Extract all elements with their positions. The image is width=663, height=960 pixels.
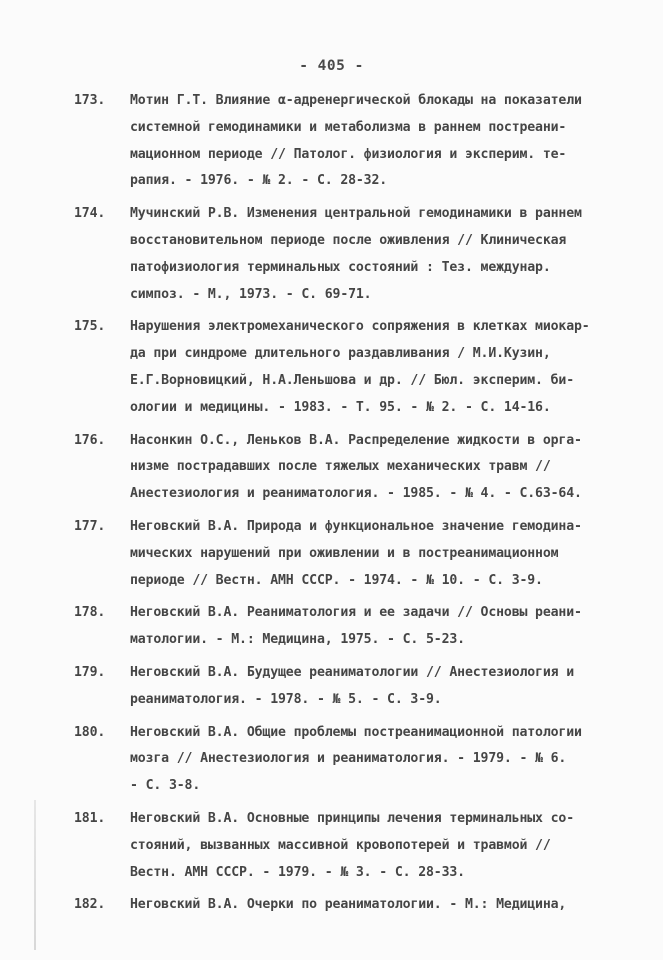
entry-text-line: восстановительном периоде после оживления // Клиническая	[130, 232, 567, 248]
scan-edge-shadow	[34, 800, 36, 950]
entry-text-line: реаниматология. - 1978. - № 5. - С. 3-9.	[130, 691, 442, 707]
bibliography-list	[74, 88, 634, 919]
entry-number: 181.	[74, 810, 106, 826]
entry-text-line: Вестн. АМН СССР. - 1979. - № 3. - С. 28-33.	[130, 864, 465, 880]
entry-number: 176.	[74, 432, 106, 448]
bibliography-entry	[74, 428, 634, 508]
entry-text-line: Насонкин О.С., Леньков В.А. Распределение жидкости в орга-	[130, 432, 582, 448]
entry-text-line: Мотин Г.Т. Влияние α-адренергической блокады на показатели	[130, 93, 582, 108]
entry-text-line: Неговский В.А. Реаниматология и ее задачи // Основы реани-	[130, 605, 582, 621]
entry-text-line: матологии. - М.: Медицина, 1975. - С. 5-23.	[130, 632, 465, 648]
entry-text-line: Анестезиология и реаниматология. - 1985. - № 4. - С.63-64.	[130, 486, 582, 502]
entry-text-line: периоде // Вестн. АМН СССР. - 1974. - № 10. - С. 3-9.	[130, 572, 543, 588]
bibliography-entry	[74, 892, 634, 919]
entry-number: 173.	[74, 93, 106, 108]
entry-text-line: Неговский В.А. Очерки по реаниматологии. - М.: Медицина,	[130, 897, 567, 913]
bibliography-entry	[74, 600, 634, 654]
entry-text-line: рапия. - 1976. - № 2. - С. 28-32.	[130, 173, 388, 189]
entry-text-line: ологии и медицины. - 1983. - Т. 95. - № 2. - С. 14-16.	[130, 399, 551, 415]
entry-text-line: да при синдроме длительного раздавливания / М.И.Кузин,	[130, 346, 551, 362]
entry-text-line: симпоз. - М., 1973. - С. 69-71.	[130, 286, 372, 302]
entry-number: 180.	[74, 724, 106, 740]
entry-text-line: Нарушения электромеханического сопряжения в клетках миокар-	[130, 319, 590, 335]
entry-text-line: мических нарушений при оживлении и в постреанимационном	[130, 545, 559, 561]
entry-text-line: мозга // Анестезиология и реаниматология. - 1979. - № 6.	[130, 751, 567, 767]
bibliography-entry	[74, 314, 634, 421]
entry-text-line: системной гемодинамики и метаболизма в раннем постреани-	[130, 119, 567, 135]
entry-number: 175.	[74, 319, 106, 335]
entry-text-line: стояний, вызванных массивной кровопотерей и травмой //	[130, 837, 551, 853]
entry-text-line: Неговский В.А. Будущее реаниматологии // Анестезиология и	[130, 664, 575, 680]
entry-number: 182.	[74, 897, 106, 913]
bibliography-entry	[74, 514, 634, 594]
bibliography-entry	[74, 806, 634, 886]
entry-text-line: - С. 3-8.	[130, 778, 201, 794]
bibliography-entry	[74, 88, 634, 195]
entry-text-line: Неговский В.А. Природа и функциональное значение гемодина-	[130, 518, 582, 534]
entry-text-line: Е.Г.Ворновицкий, Н.А.Леньшова и др. // Бюл. эксперим. би-	[130, 372, 575, 388]
entry-text-line: низме пострадавших после тяжелых механических травм //	[130, 459, 551, 475]
entry-number: 178.	[74, 605, 106, 621]
bibliography-entry	[74, 201, 634, 308]
entry-text-line: Неговский В.А. Общие проблемы постреанимационной патологии	[130, 724, 582, 740]
entry-number: 179.	[74, 664, 106, 680]
entry-text-line: Неговский В.А. Основные принципы лечения терминальных со-	[130, 810, 575, 826]
entry-text-line: патофизиология терминальных состояний : Тез. междунар.	[130, 259, 551, 275]
bibliography-entry	[74, 660, 634, 714]
page-number: - 405 -	[299, 58, 364, 74]
entry-number: 177.	[74, 518, 106, 534]
entry-text-line: Мучинский Р.В. Изменения центральной гемодинамики в раннем	[130, 206, 582, 222]
entry-number: 174.	[74, 206, 106, 222]
bibliography-entry	[74, 720, 634, 800]
entry-text-line: мационном периоде // Патолог. физиология и эксперим. те-	[130, 146, 567, 162]
